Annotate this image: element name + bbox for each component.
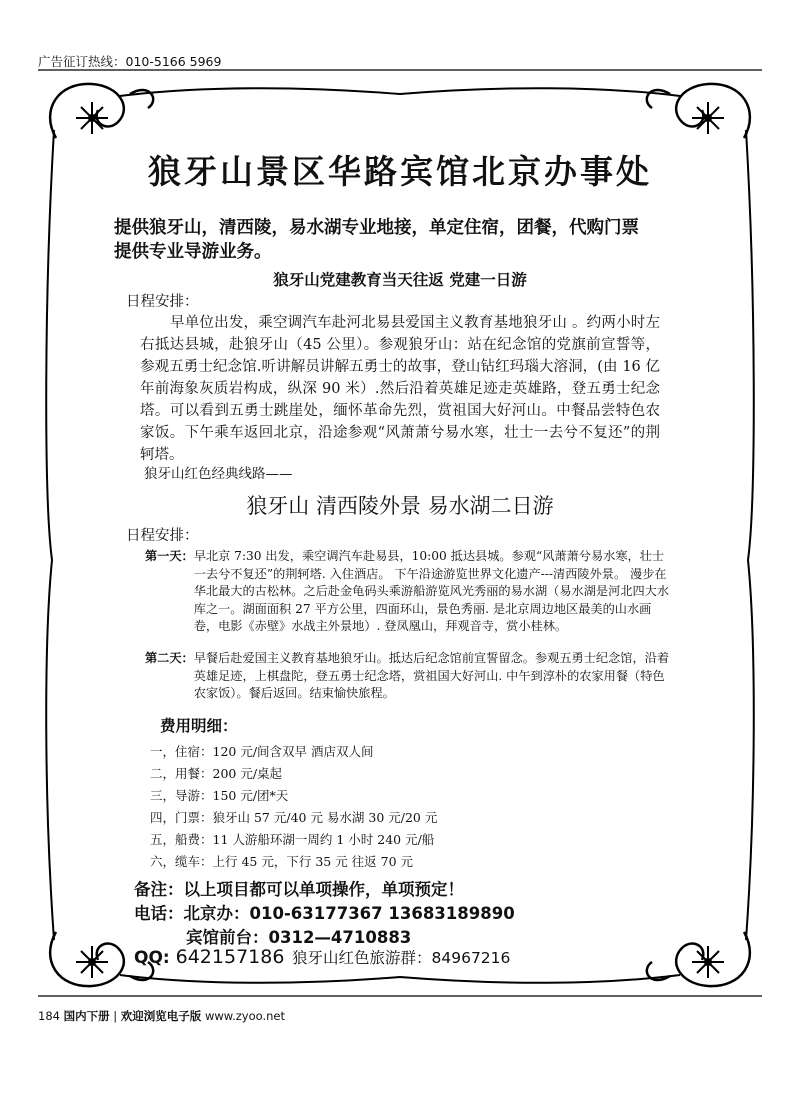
qq-label: QQ:	[134, 948, 170, 968]
day1-text: 早北京 7:30 出发，乘空调汽车赴易县，10:00 抵达县城。参观“风萧萧兮易水寒，壮士一去兮不复还”的荆轲塔. 入住酒店。 下午沿途游览世界文化遗产---清西陵外景。 漫步在华北最大的古松林。之后赴金龟码头乘游船游览风光秀丽的易水湖（易水湖是河北四大水库之一。湖面面积 27 平方公里，四面环山，景色秀丽. 是北京周边地区最美的山水画卷，电影《赤壁》水战主外景地）. 登凤凰山，拜观音寺，赏小桂林。	[193, 549, 670, 633]
tour1-itinerary: 早单位出发，乘空调汽车赴河北易县爱国主义教育基地狼牙山 。约两小时左右抵达县城，赴狼牙山（45 公里）。参观狼牙山：站在纪念馆的党旗前宣誓等，参观五勇士纪念馆.听讲解员讲解五勇士的故事，登山钻红玛瑙大溶洞，(由 16 亿年前海象灰质岩构成，纵深 90 米）.然后沿着英雄足迹走英雄路，登五勇士纪念塔。可以看到五勇士跳崖处，缅怀革命先烈，赏祖国大好河山。中餐品尝特色农家饭。下午乘车返回北京，沿途参观“风萧萧兮易水寒，壮士一去兮不复还”的荆轲塔。	[140, 315, 660, 463]
phone-line: 电话：北京办：010-63177367 13683189890	[134, 904, 515, 923]
fee-item: 一，住宿：120 元/间含双早 酒店双人间	[150, 744, 374, 759]
fee-item: 二，用餐：200 元/桌起	[150, 766, 283, 781]
day1-itinerary	[145, 548, 675, 636]
tour1-title: 狼牙山党建教育当天往返 党建一日游	[273, 271, 527, 289]
snowflake-icon	[692, 946, 724, 978]
tour1-schedule-label: 日程安排：	[126, 294, 199, 310]
footer-divider: |	[113, 1009, 118, 1023]
page-number: 184	[38, 1009, 60, 1023]
day2-itinerary	[145, 650, 675, 703]
qq-line	[134, 946, 284, 968]
fee-item: 六，缆车：上行 45 元，下行 35 元 往返 70 元	[150, 854, 414, 869]
snowflake-icon	[76, 102, 108, 134]
day2-text: 早餐后赴爱国主义教育基地狼牙山。抵达后纪念馆前宣誓留念。参观五勇士纪念馆，沿着英雄足迹，上棋盘陀，登五勇士纪念塔，赏祖国大好河山. 中午到淳朴的农家用餐（特色农家饭）。餐后返回。结束愉快旅程。	[193, 651, 670, 700]
day1-label: 第一天：	[145, 549, 194, 563]
qq-number: 642157186	[175, 946, 285, 968]
page-title: 狼牙山景区华路宾馆北京办事处	[148, 152, 652, 191]
snowflake-icon	[692, 102, 724, 134]
corner-ornament-top-left	[50, 84, 153, 138]
fee-item: 五，船费：11 人游船环湖一周约 1 小时 240 元/船	[150, 832, 435, 847]
corner-ornament-top-right	[647, 84, 750, 138]
hotel-desk-line: 宾馆前台：0312—4710883	[186, 928, 412, 947]
tour2-schedule-label: 日程安排：	[126, 528, 199, 544]
fee-item: 四，门票：狼牙山 57 元/40 元 易水湖 30 元/20 元	[150, 810, 438, 825]
route-lead: 狼牙山红色经典线路——	[144, 466, 293, 482]
section-name: 国内下册	[63, 1009, 110, 1023]
ad-hotline: 广告征订热线：010-5166 5969	[38, 54, 222, 69]
intro-line-1: 提供狼牙山，清西陵，易水湖专业地接，单定住宿，团餐，代购门票	[114, 218, 639, 238]
tour-group-line: 狼牙山红色旅游群：84967216	[292, 949, 511, 967]
footer	[38, 1008, 285, 1024]
booking-note: 备注：以上项目都可以单项操作，单项预定！	[134, 880, 464, 899]
day2-label: 第二天：	[145, 651, 194, 665]
tour2-title: 狼牙山 清西陵外景 易水湖二日游	[246, 494, 554, 518]
fees-heading: 费用明细：	[160, 717, 238, 735]
intro-line-2: 提供专业导游业务。	[114, 242, 272, 262]
footer-slogan: 欢迎浏览电子版	[120, 1009, 202, 1023]
snowflake-icon	[76, 946, 108, 978]
fee-item: 三，导游：150 元/团*天	[150, 788, 289, 803]
footer-site: www.zyoo.net	[204, 1009, 286, 1023]
